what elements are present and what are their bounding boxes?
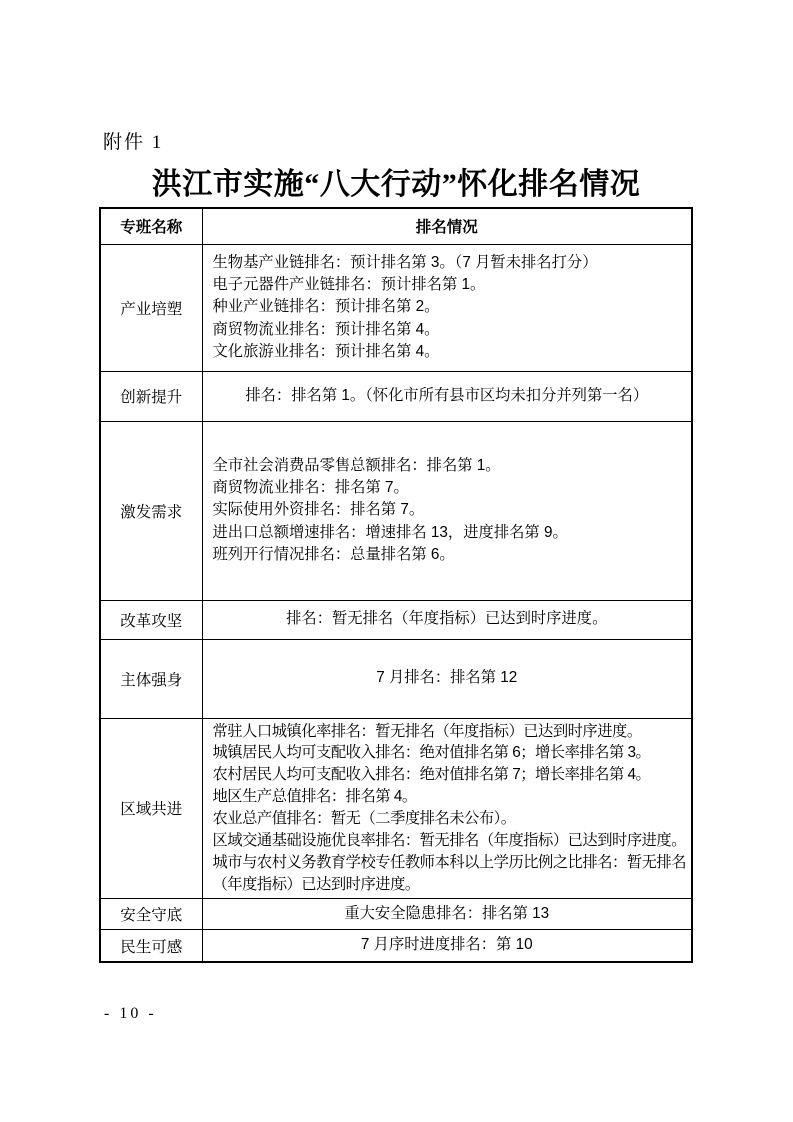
header-cell-team-name: 专班名称 bbox=[100, 208, 202, 244]
ranking-line: 农村居民人均可支配收入排名：绝对值排名第 7；增长率排名第 4。 bbox=[212, 766, 651, 784]
table-body bbox=[100, 244, 692, 962]
table-row bbox=[100, 718, 692, 898]
team-name-cell: 主体强身 bbox=[100, 639, 202, 718]
team-name-cell: 民生可感 bbox=[100, 929, 202, 962]
table-row bbox=[100, 421, 692, 600]
ranking-line: 进出口总额增速排名：增速排名 13，进度排名第 9。 bbox=[212, 523, 568, 541]
ranking-line: 排名：暂无排名（年度指标）已达到时序进度。 bbox=[286, 610, 608, 628]
ranking-line: 区域交通基础设施优良率排名：暂无排名（年度指标）已达到时序进度。 bbox=[212, 832, 687, 850]
ranking-line: 电子元器件产业链排名：预计排名第 1。 bbox=[212, 276, 486, 294]
header-cell-ranking: 排名情况 bbox=[202, 208, 692, 244]
table-row bbox=[100, 600, 692, 639]
page-title: 洪江市实施“八大行动”怀化排名情况 bbox=[151, 168, 641, 201]
ranking-line: 商贸物流业排名：排名第 7。 bbox=[212, 479, 409, 497]
ranking-line: 常驻人口城镇化率排名：暂无排名（年度指标）已达到时序进度。 bbox=[212, 722, 642, 740]
team-name-cell: 创新提升 bbox=[100, 371, 202, 421]
header-row bbox=[100, 208, 692, 244]
page-number: - 10 - bbox=[104, 1005, 157, 1022]
attachment-label: 附件 1 bbox=[103, 132, 164, 153]
team-name-cell: 安全守底 bbox=[100, 898, 202, 929]
ranking-line: 地区生产总值排名：排名第 4。 bbox=[212, 788, 417, 806]
ranking-line: 排名：排名第 1。（怀化市所有县市区均未扣分并列第一名） bbox=[245, 386, 649, 404]
ranking-cell bbox=[202, 898, 692, 929]
ranking-table bbox=[99, 207, 693, 963]
ranking-cell bbox=[202, 600, 692, 639]
ranking-line: 文化旅游业排名：预计排名第 4。 bbox=[212, 342, 440, 360]
team-name-cell: 区域共进 bbox=[100, 718, 202, 898]
table-header bbox=[100, 208, 692, 244]
ranking-cell bbox=[202, 639, 692, 718]
team-name-cell: 改革攻坚 bbox=[100, 600, 202, 639]
ranking-line: 7 月排名：排名第 12 bbox=[376, 669, 518, 687]
ranking-line: 班列开行情况排名：总量排名第 6。 bbox=[212, 545, 455, 563]
ranking-line: 农业总产值排名：暂无（二季度排名未公布）。 bbox=[212, 810, 516, 828]
team-name-cell: 激发需求 bbox=[100, 421, 202, 600]
ranking-cell bbox=[202, 371, 692, 421]
table-row bbox=[100, 639, 692, 718]
ranking-line: 城市与农村义务教育学校专任教师本科以上学历比例之比排名：暂无排名（年度指标）已达到时序进度。 bbox=[212, 853, 687, 893]
ranking-line: 全市社会消费品零售总额排名：排名第 1。 bbox=[212, 456, 501, 474]
ranking-cell bbox=[202, 718, 692, 898]
ranking-cell bbox=[202, 421, 692, 600]
ranking-line: 重大安全隐患排名：排名第 13 bbox=[344, 904, 550, 922]
ranking-line: 7 月序时进度排名：第 10 bbox=[360, 936, 533, 954]
ranking-line: 实际使用外资排名：排名第 7。 bbox=[212, 501, 425, 519]
table-row bbox=[100, 929, 692, 962]
ranking-line: 生物基产业链排名：预计排名第 3。（7 月暂未排名打分） bbox=[212, 253, 598, 271]
table-row bbox=[100, 371, 692, 421]
ranking-cell bbox=[202, 244, 692, 371]
ranking-line: 商贸物流业排名：预计排名第 4。 bbox=[212, 320, 440, 338]
ranking-cell bbox=[202, 929, 692, 962]
table-row bbox=[100, 898, 692, 929]
table-row bbox=[100, 244, 692, 371]
ranking-line: 种业产业链排名：预计排名第 2。 bbox=[212, 298, 440, 316]
team-name-cell: 产业培塑 bbox=[100, 244, 202, 371]
ranking-line: 城镇居民人均可支配收入排名：绝对值排名第 6；增长率排名第 3。 bbox=[212, 744, 651, 762]
